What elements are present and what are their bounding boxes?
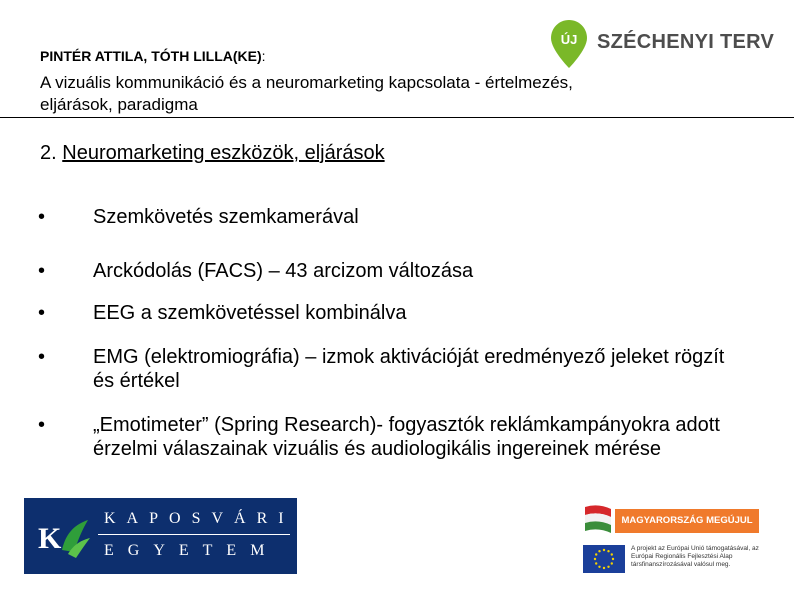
bullet-text: Arckódolás (FACS) – 43 arcizom változása (93, 260, 474, 282)
bullet-text: EMG (elektromiográfia) – izmok aktivációját eredményező jeleket rögzít és értékel (93, 346, 725, 392)
authors-colon: : (261, 48, 266, 64)
magyarorszag-megujul-logo (583, 505, 759, 537)
section-number: 2. (40, 142, 63, 164)
section-title-text: Neuromarketing eszközök, eljárások (62, 142, 385, 164)
bullet-dot: • (38, 206, 46, 228)
section-title (40, 142, 385, 165)
ke-line2: EGYETEM (104, 542, 279, 559)
pin-text: ÚJ (560, 32, 578, 47)
bullet-dot: • (38, 414, 46, 436)
list-item (0, 301, 743, 345)
szechenyi-terv-name: SZÉCHENYI TERV (597, 31, 775, 53)
eu-logo (583, 545, 783, 575)
header-divider (0, 117, 794, 118)
eu-flag-icon (583, 545, 625, 573)
hungarian-flag-icon (583, 505, 613, 537)
ke-emblem-icon (32, 510, 92, 562)
bullet-text: Szemkövetés szemkamerával (93, 206, 359, 228)
list-item (0, 205, 743, 259)
bullet-text: EEG a szemkövetéssel kombinálva (93, 302, 407, 324)
authors-text: PINTÉR ATTILA, TÓTH LILLA(KE) (40, 48, 262, 64)
ke-line1: KAPOSVÁRI (104, 510, 295, 527)
ke-divider (98, 534, 290, 535)
magyarorszag-megujul-label: MAGYARORSZÁG MEGÚJUL (615, 509, 759, 533)
szechenyi-terv-logo (551, 20, 775, 80)
authors (40, 48, 266, 64)
map-pin-icon (551, 20, 587, 68)
list-item (0, 413, 743, 461)
bullet-dot: • (38, 302, 46, 324)
bullet-dot: • (38, 346, 46, 368)
bullet-dot: • (38, 260, 46, 282)
kaposvari-egyetem-logo (24, 498, 297, 574)
eu-funding-text: A projekt az Európai Unió támogatásával, az Európai Regionális Fejlesztési Alap társfinanszírozásával valósul meg. (631, 545, 759, 568)
bullet-text: „Emotimeter” (Spring Research)- fogyasztók reklámkampányokra adott érzelmi válaszainak vizuális és audiologikális ingereinek mérése (93, 414, 720, 460)
bullet-list (0, 205, 794, 461)
list-item (0, 259, 743, 301)
list-item (0, 345, 743, 413)
ke-mark-letter: K (38, 522, 62, 555)
subtitle: A vizuális kommunikáció és a neuromarketing kapcsolata - értelmezés, eljárások, paradigma (40, 73, 573, 114)
